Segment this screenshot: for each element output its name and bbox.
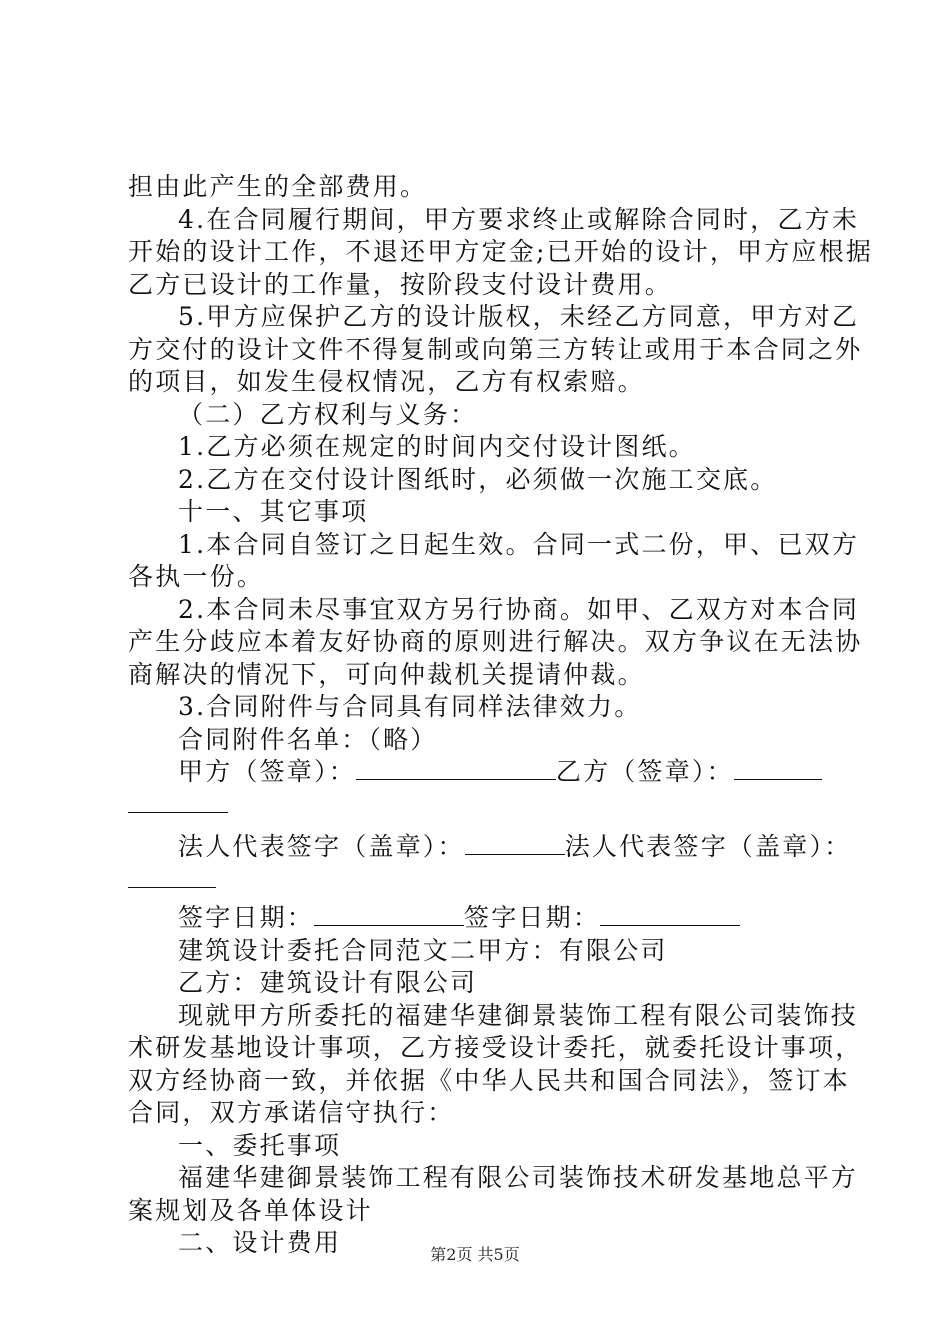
legal-rep-b-blank — [128, 865, 216, 888]
paragraph-line: 案规划及各单体设计 — [128, 1195, 373, 1225]
paragraph-line: 术研发基地设计事项，乙方接受设计委托，就委托设计事项， — [128, 1033, 863, 1062]
paragraph-line: 2.乙方在交付设计图纸时，必须做一次施工交底。 — [178, 464, 778, 494]
date-a-blank — [314, 903, 464, 926]
paragraph-line: 方交付的设计文件不得复制或向第三方转让或用于本合同之外 — [128, 334, 863, 364]
section-heading: 十一、其它事项 — [178, 497, 369, 526]
paragraph-line: 开始的设计工作，不退还甲方定金;已开始的设计，甲方应根据 — [128, 237, 874, 266]
paragraph-line: 商解决的情况下，可向仲裁机关提请仲裁。 — [128, 659, 645, 689]
date-b-label: 签字日期： — [464, 903, 601, 932]
paragraph-line: 各执一份。 — [128, 562, 265, 591]
party-b-signature-blank — [734, 757, 822, 780]
paragraph-line: 3.合同附件与合同具有同样法律效力。 — [178, 692, 642, 721]
paragraph-line: 乙方已设计的工作量，按阶段支付设计费用。 — [128, 269, 673, 299]
signature-continuation-row — [128, 789, 833, 822]
paragraph-line: 乙方：建筑设计有限公司 — [178, 968, 478, 997]
paragraph-line: 福建华建御景装饰工程有限公司装饰技术研发基地总平方 — [178, 1163, 859, 1192]
paragraph-line: 5.甲方应保护乙方的设计版权，未经乙方同意，甲方对乙 — [178, 302, 860, 331]
date-b-blank — [600, 903, 740, 926]
party-a-label: 甲方（签章）： — [178, 757, 356, 786]
paragraph-line: 现就甲方所委托的福建华建御景装饰工程有限公司装饰技 — [178, 1000, 859, 1030]
paragraph-line: 的项目，如发生侵权情况，乙方有权索赔。 — [128, 367, 645, 396]
legal-rep-a-blank — [465, 832, 565, 855]
party-b-label: 乙方（签章）： — [555, 757, 734, 786]
paragraph-line: 建筑设计委托合同范文二甲方：有限公司 — [178, 935, 668, 965]
section-heading: 一、委托事项 — [178, 1130, 342, 1160]
legal-rep-b-label: 法人代表签字（盖章）： — [564, 832, 852, 861]
signature-party-row — [128, 756, 833, 789]
legal-rep-row — [128, 831, 852, 864]
paragraph-line: 1.本合同自签订之日起生效。合同一式二份，甲、已双方 — [178, 529, 860, 559]
paragraph-line: 双方经协商一致，并依据《中华人民共和国合同法》，签订本 — [128, 1065, 850, 1095]
date-a-label: 签字日期： — [178, 903, 315, 932]
page-footer: 第2页 共5页 — [430, 1245, 520, 1264]
legal-rep-a-label: 法人代表签字（盖章）： — [178, 832, 465, 861]
signature-date-row — [128, 902, 833, 935]
party-a-signature-blank — [356, 757, 556, 780]
section-heading: （二）乙方权利与义务： — [178, 399, 478, 429]
legal-rep-continuation-row — [128, 864, 833, 897]
party-b-signature-blank-cont — [128, 790, 228, 813]
paragraph-line: 产生分歧应本着友好协商的原则进行解决。双方争议在无法协 — [128, 627, 863, 656]
paragraph-line: 合同，双方承诺信守执行： — [128, 1098, 455, 1127]
paragraph-line: 合同附件名单：（略） — [178, 724, 438, 754]
section-heading: 二、设计费用 — [178, 1228, 342, 1257]
document-body — [128, 171, 874, 1260]
paragraph-line: 1.乙方必须在规定的时间内交付设计图纸。 — [178, 432, 696, 461]
paragraph-line: 4.在合同履行期间，甲方要求终止或解除合同时，乙方未 — [178, 204, 860, 234]
paragraph-line: 担由此产生的全部费用。 — [128, 172, 428, 201]
paragraph-line: 2.本合同未尽事宜双方另行协商。如甲、乙双方对本合同 — [178, 594, 860, 624]
